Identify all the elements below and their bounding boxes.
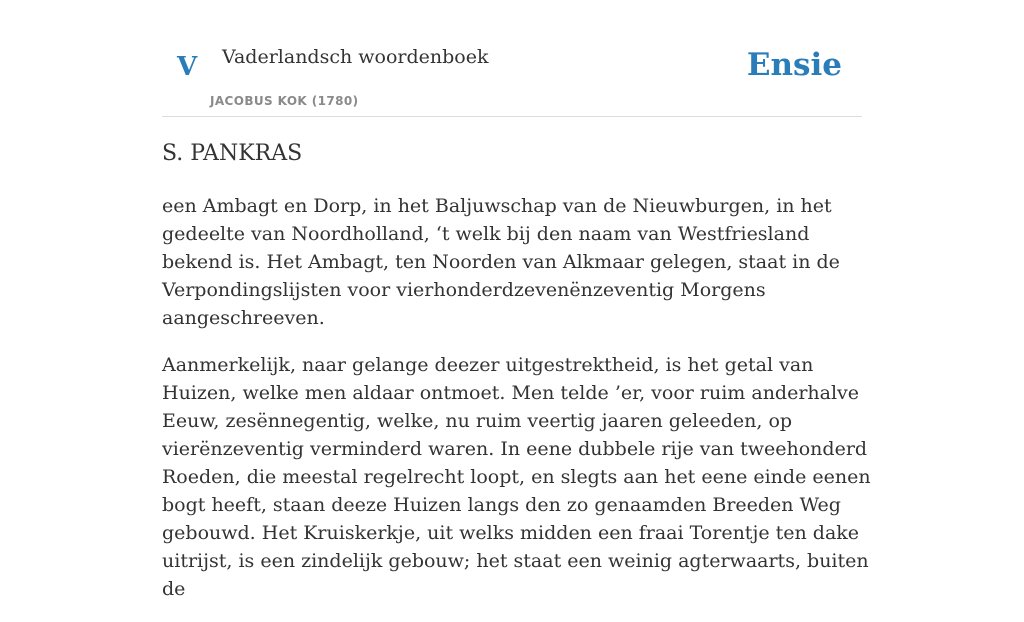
entry-paragraph: Aanmerkelijk, naar gelange deezer uitgestrektheid, is het getal van Huizen, welke men aldaar ontmoet. Men telde ’er, voor ruim anderhalve Eeuw, zesënnegentig, welke, nu ruim veertig jaaren geleeden, op vierënzeventig verminderd waren. In eene dubbele rije van tweehonderd Roeden, die meestal regelrecht loopt, en slegts aan het eene einde eenen bogt heeft, staan deeze Huizen langs den zo genaamden Breeden Weg gebouwd. Het Kruiskerkje, uit welks midden een fraai Torentje ten dake uitrijst, is een zindelijk gebouw; het staat een weinig agterwaarts, buiten de: [162, 354, 871, 600]
entry-body: [162, 192, 872, 622]
dictionary-author: JACOBUS KOK (1780): [210, 94, 359, 108]
entry-title: S. PANKRAS: [162, 141, 303, 166]
ensie-logo[interactable]: Ensie: [746, 47, 842, 83]
dictionary-title-link[interactable]: Vaderlandsch woordenboek: [222, 46, 489, 68]
index-letter[interactable]: V: [177, 52, 198, 82]
entry-paragraph: een Ambagt en Dorp, in het Baljuwschap van de Nieuwburgen, in het gedeelte van Noordholland, ‘t welk bij den naam van Westfriesland bekend is. Het Ambagt, ten Noorden van Alkmaar gelegen, staat in de Verpondingslijsten voor vierhonderdzevenënzeventig Morgens aangeschreeven.: [162, 195, 840, 329]
header: [162, 0, 862, 117]
